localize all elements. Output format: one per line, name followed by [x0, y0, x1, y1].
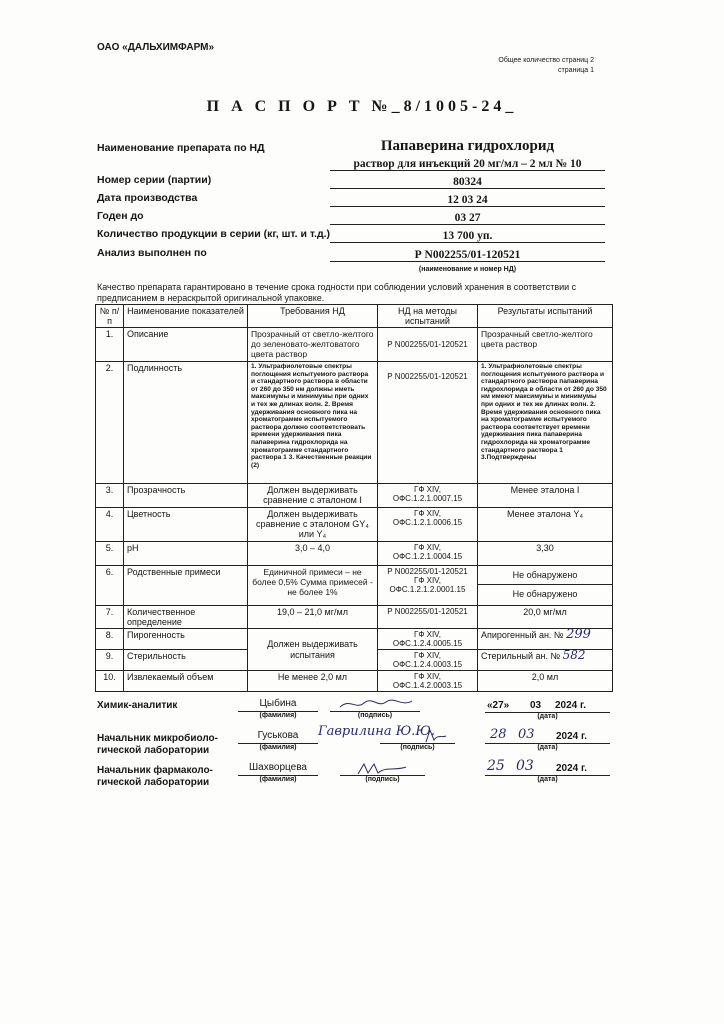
- table-row: [96, 328, 613, 362]
- row-requirement: Должен выдерживать испытания: [248, 629, 378, 671]
- analysis-caption: (наименование и номер НД): [418, 266, 517, 273]
- row-result-single: Не обнаружено: [478, 566, 612, 585]
- sig-handwritten-microbiology: Гаврилина Ю.Ю.: [318, 724, 436, 739]
- guarantee-text: Качество препарата гарантировано в течение срока годности при соблюдении условий хранения в соответствии с предписанием в нераскрытой оригинальной упаковке.: [97, 282, 577, 303]
- row-requirement: 1. Ультрафиолетовые спектры поглощения испытуемого раствора и стандартного раствора в области от 260 до 350 нм должны иметь максимумы и минимумы при одних и тех же длинах волн. 2. Время удерживания основного пика на хроматограмме испытуемого раствора должно соответствовать времени удерживания пика папаверина гидрохлорида на хроматограмме стандартного раствора 1 3. Качественные реакции (2): [248, 362, 378, 484]
- caption-date: (дата): [537, 744, 558, 751]
- signature-scribble: [380, 730, 455, 743]
- table-row: [96, 484, 613, 508]
- row-result: [478, 650, 613, 671]
- row-number: 6.: [96, 566, 124, 606]
- batch-label: Номер серии (партии): [97, 174, 212, 186]
- quantity-value: 13 700 уп.: [330, 230, 605, 243]
- row-result-handwritten: 299: [566, 627, 591, 642]
- caption-date: (дата): [537, 713, 558, 720]
- sig-date-month-chemist: 03: [530, 700, 542, 711]
- row-result: 3,30: [478, 542, 613, 566]
- row-requirement: Должен выдерживать сравнение с эталоном I: [248, 484, 378, 508]
- row-method: Р N002255/01-120521 ГФ XIV, ОФС.1.2.1.2.0001.15: [378, 566, 478, 606]
- company-name: ОАО «ДАЛЬХИМФАРМ»: [97, 42, 215, 53]
- analysis-label: Анализ выполнен по: [97, 247, 207, 259]
- row-number: 5.: [96, 542, 124, 566]
- expiry-value: 03 27: [330, 212, 605, 225]
- col-requirements: Требования НД: [248, 305, 378, 328]
- row-number: 9.: [96, 650, 124, 671]
- row-result: [478, 566, 613, 606]
- row-number: 7.: [96, 606, 124, 629]
- row-name: pH: [124, 542, 248, 566]
- row-result: [478, 629, 613, 650]
- col-name: Наименование показателей: [124, 305, 248, 328]
- row-requirement: Прозрачный от светло-желтого до зеленовато-желтоватого цвета раствор: [248, 328, 378, 362]
- row-number: 4.: [96, 508, 124, 542]
- sig-role-pharmacology: Начальник фармаколо-гической лаборатории: [97, 765, 213, 788]
- batch-value: 80324: [330, 176, 605, 189]
- row-requirement: Должен выдерживать сравнение с эталоном GY₄ или Y₄: [248, 508, 378, 542]
- caption-surname: (фамилия): [259, 744, 297, 751]
- table-row: [96, 542, 613, 566]
- row-number: 8.: [96, 629, 124, 650]
- row-method: Р N002255/01-120521: [378, 606, 478, 629]
- row-number: 2.: [96, 362, 124, 484]
- production-date-label: Дата производства: [97, 192, 198, 204]
- col-methods: НД на методы испытаний: [378, 305, 478, 328]
- row-requirement: 19,0 – 21,0 мг/мл: [248, 606, 378, 629]
- caption-signature: (подпись): [357, 712, 393, 719]
- page-number: страница 1: [557, 67, 594, 74]
- row-number: 3.: [96, 484, 124, 508]
- row-requirement: 3,0 – 4,0: [248, 542, 378, 566]
- analysis-value: Р N002255/01-120521: [330, 249, 605, 262]
- row-method: ГФ XIV, ОФС.1.4.2.0003.15: [378, 671, 478, 692]
- sig-date-year-microbiology: 2024 г.: [556, 731, 587, 742]
- row-result: Менее эталона I: [478, 484, 613, 508]
- row-method: ГФ XIV, ОФС.1.2.1.0004.15: [378, 542, 478, 566]
- drug-name-value: Папаверина гидрохлорид: [380, 138, 555, 154]
- sig-name-microbiology: Гуськова: [238, 730, 318, 744]
- row-method: Р N002255/01-120521: [378, 328, 478, 362]
- sig-name-pharmacology: Шахворцева: [238, 762, 318, 776]
- row-method: ГФ XIV, ОФС.1.2.1.0007.15: [378, 484, 478, 508]
- caption-signature: (подпись): [400, 744, 435, 751]
- document-title: П А С П О Р Т №_8/1005-24_: [206, 98, 518, 115]
- table-header-row: [96, 305, 613, 328]
- row-number: 1.: [96, 328, 124, 362]
- row-name: Количественное определение: [124, 606, 248, 629]
- caption-date: (дата): [537, 776, 558, 783]
- expiry-label: Годен до: [97, 210, 144, 222]
- row-name: Извлекаемый объем: [124, 671, 248, 692]
- row-result: 20,0 мг/мл: [478, 606, 613, 629]
- sig-date-month-pharmacology: 03: [516, 758, 534, 774]
- table-row: [96, 508, 613, 542]
- signature-scribble: [330, 698, 420, 711]
- sig-date-month-microbiology: 03: [518, 727, 535, 742]
- row-number: 10.: [96, 671, 124, 692]
- sig-date-year-pharmacology: 2024 г.: [556, 763, 587, 774]
- row-method: Р N002255/01-120521: [378, 362, 478, 484]
- caption-signature: (подпись): [365, 776, 400, 783]
- row-name: Цветность: [124, 508, 248, 542]
- page-count: [498, 56, 594, 76]
- drug-name-label: Наименование препарата по НД: [97, 142, 265, 154]
- sig-role-chemist: Химик-аналитик: [97, 700, 178, 711]
- caption-surname: (фамилия): [259, 712, 297, 719]
- row-name: Прозрачность: [124, 484, 248, 508]
- sig-date-day-pharmacology: 25: [487, 758, 505, 774]
- row-requirement: Единичной примеси – не более 0,5% Сумма примесей - не более 1%: [248, 566, 378, 606]
- row-result: 1. Ультрафиолетовые спектры поглощения испытуемого раствора и стандартного раствора папаверина гидрохлорида в области от 260 до 350 нм имеют максимумы и минимумы при одних и тех же длинах волн. 2. Время удерживания основного пика на хроматограмме испытуемого раствора соответствует времени удерживания пика папаверина гидрохлорида на хроматограмме стандартного раствора 1 3.Подтверждены: [478, 362, 613, 484]
- sig-date-day-microbiology: 28: [490, 727, 507, 742]
- table-row: [96, 566, 613, 606]
- table-row: [96, 606, 613, 629]
- col-number: № п/п: [96, 305, 124, 328]
- row-result: Прозрачный светло-желтого цвета раствор: [478, 328, 613, 362]
- row-requirement: Не менее 2,0 мл: [248, 671, 378, 692]
- col-results: Результаты испытаний: [478, 305, 613, 328]
- sig-date-day-chemist: «27»: [487, 700, 510, 711]
- total-pages: Общее количество страниц 2: [498, 57, 594, 64]
- row-result: 2,0 мл: [478, 671, 613, 692]
- drug-form-value: раствор для инъекций 20 мг/мл – 2 мл № 10: [330, 158, 605, 171]
- caption-surname: (фамилия): [259, 776, 297, 783]
- production-date-value: 12 03 24: [330, 194, 605, 207]
- sig-signature-chemist: [330, 698, 420, 712]
- sig-role-microbiology: Начальник микробиоло-гической лаборатории: [97, 733, 218, 756]
- row-name: Родственные примеси: [124, 566, 248, 606]
- row-name: Стерильность: [124, 650, 248, 671]
- row-method: ГФ XIV, ОФС.1.2.4.0003.15: [378, 650, 478, 671]
- sig-name-chemist: Цыбина: [238, 698, 318, 712]
- row-result-text: Апирогенный ан. №: [481, 630, 564, 640]
- quantity-label: Количество продукции в серии (кг, шт. и т.д.): [97, 228, 331, 240]
- spec-table: [95, 304, 613, 692]
- row-method: ГФ XIV, ОФС.1.2.1.0006.15: [378, 508, 478, 542]
- row-method: ГФ XIV, ОФС.1.2.4.0005.15: [378, 629, 478, 650]
- row-name: Подлинность: [124, 362, 248, 484]
- row-result-handwritten: 582: [562, 648, 586, 662]
- sig-signature-microbiology: [380, 730, 455, 744]
- table-row: [96, 629, 613, 650]
- row-result-text: Стерильный ан. №: [481, 651, 561, 661]
- row-result-sum: Не обнаружено: [512, 589, 578, 599]
- table-row: [96, 362, 613, 484]
- table-row: [96, 671, 613, 692]
- row-name: Описание: [124, 328, 248, 362]
- signature-scribble: [340, 762, 425, 775]
- sig-signature-pharmacology: [340, 762, 425, 776]
- sig-date-year-chemist: 2024 г.: [555, 700, 586, 711]
- row-name: Пирогенность: [124, 629, 248, 650]
- row-result: Менее эталона Y₄: [478, 508, 613, 542]
